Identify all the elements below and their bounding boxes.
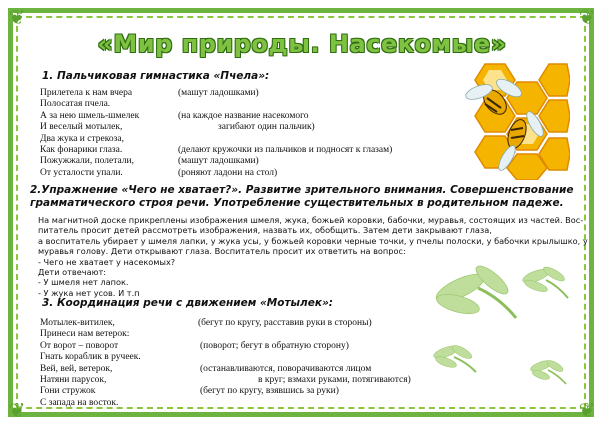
honeycomb-bees-illustration <box>455 62 570 180</box>
poem-line: От ворот – поворот <box>40 340 119 351</box>
corner-ornament-icon: ❦ <box>8 5 26 29</box>
paragraph-line: На магнитной доске прикреплены изображения шмеля, жука, божьей коровки, бабочки, муравья, состоящих из частей. Вос- <box>38 215 584 225</box>
poem-stage-direction: (машут ладошками) <box>178 88 259 98</box>
corner-ornament-icon: ❦ <box>578 5 596 29</box>
paragraph-line: - Чего не хватает у насекомых? <box>38 256 176 267</box>
dragonfly-icon <box>430 340 478 376</box>
poem-line: А за нею шмель-шмелек <box>40 110 140 121</box>
poem-line: Вей, вей, ветерок, <box>40 363 113 374</box>
corner-ornament-icon: ❦ <box>578 398 596 422</box>
paragraph-line: - У жука нет усов. И т.п <box>38 287 140 298</box>
dragonfly-icon <box>520 262 570 302</box>
page-title: «Мир природы. Насекомые» <box>97 30 507 58</box>
paragraph-line: Дети отвечают: <box>38 267 107 277</box>
poem-stage-direction: (бегут по кругу, взявшись за руки) <box>200 386 339 397</box>
poem-stage-direction: в круг; взмахи руками, потягиваются) <box>258 375 411 385</box>
poem-line: Принеси нам ветерок: <box>40 329 130 340</box>
poem-line: Гони стружок <box>40 386 96 397</box>
poem-stage-direction: (делают кружочки из пальчиков и подносят к глазам) <box>178 145 393 155</box>
poem-line: Как фонарики глаза. <box>40 145 123 155</box>
poem-line: Прилетела к нам вчера <box>40 88 133 98</box>
poem-line: Два жука и стрекоза, <box>40 133 124 144</box>
poem-line: Пожужжали, полетали, <box>40 156 134 167</box>
poem-stage-direction: (на каждое название насекомого <box>178 110 309 121</box>
poem-stage-direction: (машут ладошками) <box>178 156 259 167</box>
paragraph-line: а воспитатель убирает у шмеля лапки, у жука усы, у божьей коровки черные точки, у пчелы полоски, у бабочки крылышко, у <box>38 235 588 246</box>
section-2-heading-line1: 2.Упражнение «Чего не хватает?». Развитие зрительного внимания. Совершенствование <box>30 184 574 196</box>
poem-line: Гнать кораблик в ручеек. <box>40 352 141 363</box>
poem-stage-direction: (роняют ладони на стол) <box>178 167 278 178</box>
poem-line: Мотылек-витилек, <box>40 318 115 328</box>
corner-ornament-icon: ❦ <box>8 398 26 422</box>
poem-line: И веселый мотылек, <box>40 122 123 133</box>
section-1-heading: 1. Пальчиковая гимнастика «Пчела»: <box>42 70 270 82</box>
section-2-heading-line2: грамматического строя речи. Употребление существительных в родительном падеже. <box>30 197 564 209</box>
paragraph-line: - У шмеля нет лапок. <box>38 277 129 288</box>
poem-stage-direction: (бегут по кругу, расставив руки в стороны) <box>198 318 372 328</box>
paragraph-line: питатель просит детей рассмотреть изображения, назвать их, обобщить. Затем дети закрывают глаза, <box>38 225 492 236</box>
poem-stage-direction: (останавливаются, поворачиваются лицом <box>200 363 372 374</box>
dragonfly-icon <box>430 258 520 328</box>
dragonfly-icon <box>528 356 568 388</box>
poem-line: Полосатая пчела. <box>40 99 111 110</box>
poem-stage-direction: (поворот; бегут в обратную сторону) <box>200 340 349 351</box>
poem-stage-direction: загибают один пальчик) <box>218 122 315 133</box>
poem-line: От усталости упали. <box>40 167 123 178</box>
section-3-heading: 3. Координация речи с движением «Мотылек»: <box>42 297 333 309</box>
poem-line: Натяни парусок, <box>40 375 107 385</box>
paragraph-line: муравья голову. Дети открывают глаза. Воспитатель просит их ответить на вопрос: <box>38 246 406 257</box>
poem-line: С запада на восток. <box>40 397 119 408</box>
